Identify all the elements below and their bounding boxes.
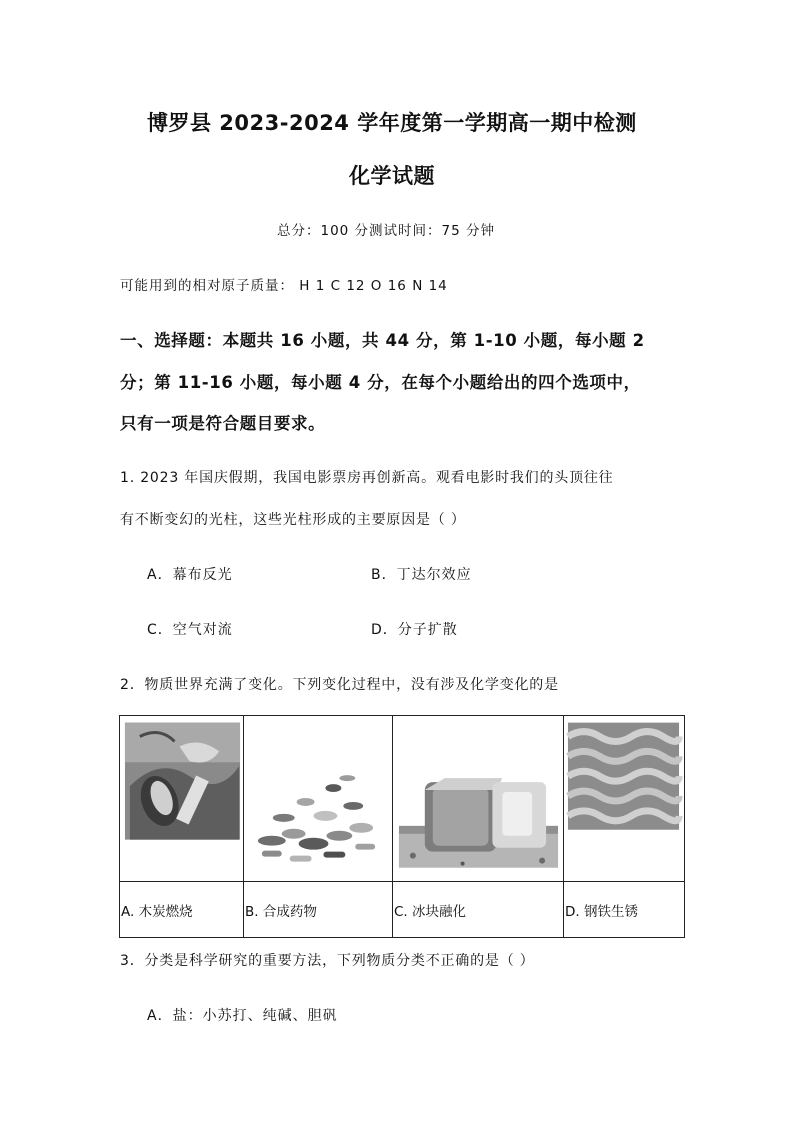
section-instructions-line3: 只有一项是符合题目要求。	[120, 414, 326, 433]
caption-b: B. 合成药物	[244, 882, 393, 938]
question-1-option-b: B．丁达尔效应	[371, 567, 472, 583]
caption-d: D. 钢铁生锈	[564, 882, 685, 938]
section-instructions-line1: 一、选择题：本题共 16 小题，共 44 分，第 1-10 小题，每小题 2	[120, 331, 645, 350]
ice-cube-photo	[393, 716, 563, 881]
question-3-stem: 3．分类是科学研究的重要方法，下列物质分类不正确的是（ ）	[120, 953, 535, 969]
question-1-option-a: A．幕布反光	[147, 567, 233, 583]
exam-title: 博罗县 2023-2024 学年度第一学期高一期中检测	[147, 111, 637, 135]
rusty-steel-photo	[564, 716, 684, 881]
question-1-line2: 有不断变幻的光柱，这些光柱形成的主要原因是（ ）	[120, 512, 466, 528]
score-time-info: 总分：100 分测试时间：75 分钟	[277, 223, 496, 239]
subject-title: 化学试题	[349, 164, 435, 188]
question-2-stem: 2．物质世界充满了变化。下列变化过程中，没有涉及化学变化的是	[120, 677, 559, 693]
charcoal-burning-photo	[120, 716, 243, 881]
question-1-option-c: C．空气对流	[147, 622, 233, 638]
section-instructions-line2: 分；第 11-16 小题，每小题 4 分，在每个小题给出的四个选项中，	[120, 373, 641, 392]
question-1-option-d: D．分子扩散	[371, 622, 458, 638]
atomic-mass-info: 可能用到的相对原子质量： H 1 C 12 O 16 N 14	[120, 278, 448, 294]
caption-a: A. 木炭燃烧	[120, 882, 244, 938]
image-cell-a	[120, 716, 244, 882]
image-cell-c	[393, 716, 564, 882]
caption-c: C. 冰块融化	[393, 882, 564, 938]
question-1-line1: 1. 2023 年国庆假期，我国电影票房再创新高。观看电影时我们的头顶往往	[120, 470, 614, 486]
image-cell-d	[564, 716, 685, 882]
question-2-image-table	[119, 715, 685, 938]
image-cell-b	[244, 716, 393, 882]
question-3-option-a: A．盐：小苏打、纯碱、胆矾	[147, 1008, 338, 1024]
pills-photo	[244, 716, 392, 881]
